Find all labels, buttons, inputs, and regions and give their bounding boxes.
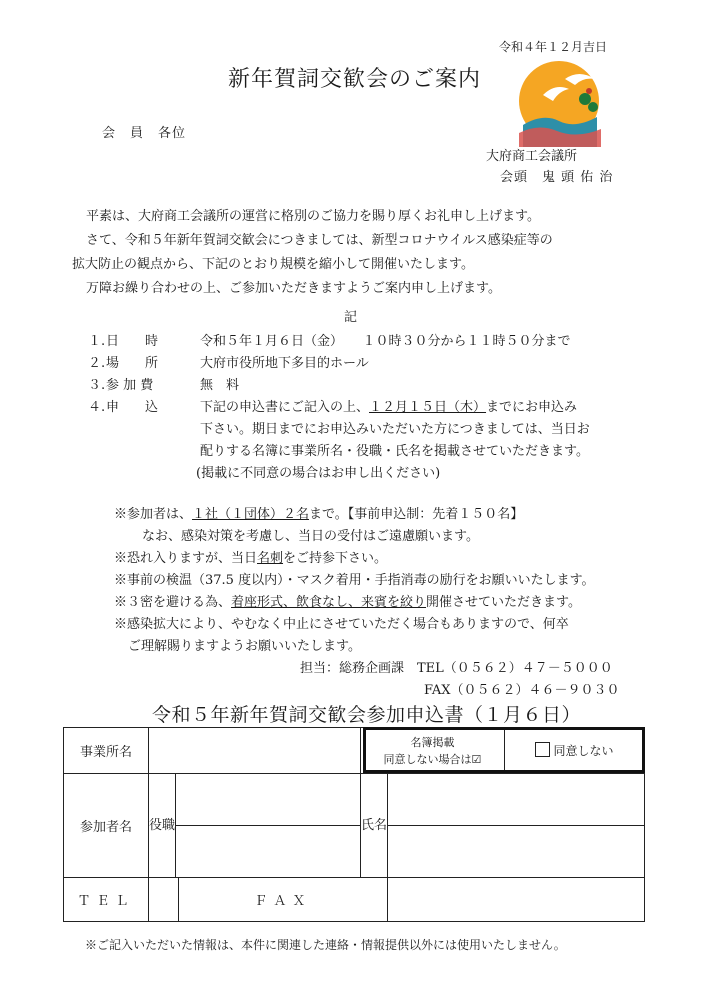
- role-field-2[interactable]: [176, 826, 361, 878]
- note-business-card: ※恐れ入りますが、当日名刺をご持参下さい。: [114, 551, 388, 566]
- note-participants: ※参加者は、１社（１団体）２名まで。【事前申込制：先着１５０名】: [114, 507, 524, 522]
- name-label: 氏名: [360, 774, 387, 878]
- note-3c: ※３密を避ける為、着座形式、飲食なし、来賓を絞り開催させていただきます。: [114, 595, 581, 610]
- item-application-cont-3: (掲載に不同意の場合はお申し出ください): [196, 466, 441, 481]
- new-year-crane-emblem: [513, 55, 605, 147]
- note-participants-cont: なお、感染対策を考慮し、当日の受付はご遠慮願います。: [142, 529, 479, 544]
- contact-fax: FAX（０５６２）４６－９０３０: [424, 683, 620, 698]
- item-date: １.日 時 令和５年１月６日（金） １０時３０分から１１時５０分まで: [88, 334, 571, 349]
- note-health: ※事前の検温（37.5 度以内）・マスク着用・手指消毒の励行をお願いいたします。: [114, 573, 595, 588]
- sender-organization: 大府商工会議所: [486, 149, 578, 164]
- disagree-checkbox-label: 同意しない: [553, 744, 614, 758]
- item-fee: ３.参 加 費 無 料: [88, 378, 240, 393]
- fax-label: ＦＡＸ: [178, 878, 387, 922]
- arrow-checkbox-icon: ☑: [471, 752, 482, 766]
- role-label: 役職: [149, 774, 176, 878]
- item-application-cont-2: 配りする名簿に事業所名・役職・氏名を掲載させていただきます。: [200, 444, 589, 459]
- name-field-1[interactable]: [387, 774, 644, 826]
- name-field-2[interactable]: [387, 826, 644, 878]
- item-application-cont-1: 下さい。期日までにお申込みいただいた方につきましては、当日お: [200, 422, 590, 437]
- company-field[interactable]: [149, 728, 361, 774]
- directory-label: 名簿掲載: [410, 735, 455, 749]
- issue-date: 令和４年１２月吉日: [498, 40, 607, 54]
- contact-tel: 担当：総務企画課 TEL（０５６２）４７－５０００: [300, 661, 613, 676]
- body-line-4: 万障お繰り合わせの上、ご参加いただきますようご案内申し上げます。: [86, 281, 501, 296]
- tel-label: ＴＥＬ: [64, 878, 149, 922]
- note-cancellation-cont: ご理解賜りますようお願いいたします。: [128, 639, 361, 654]
- directory-if-disagree: 同意しない場合は: [383, 752, 472, 766]
- company-label: 事業所名: [64, 728, 149, 774]
- privacy-footer: ※ご記入いただいた情報は、本件に関連した連絡・情報提供以外には使用いたしません。: [85, 938, 566, 952]
- body-line-1: 平素は、大府商工会議所の運営に格別のご協力を賜り厚くお礼申し上げます。: [86, 209, 540, 224]
- note-cancellation: ※感染拡大により、やむなく中止にさせていただく場合もありますので、何卒: [114, 617, 569, 632]
- item-venue: ２.場 所 大府市役所地下多目的ホール: [88, 356, 369, 371]
- tel-field[interactable]: [149, 878, 179, 922]
- sender-president: 会頭 鬼 頭 佑 治: [500, 170, 614, 185]
- body-line-2: さて、令和５年新年賀詞交歓会につきましては、新型コロナウイルス感染症等の: [86, 233, 553, 248]
- directory-consent-frame: [363, 727, 645, 773]
- body-line-3: 拡大防止の観点から、下記のとおり規模を縮小して開催いたします。: [72, 257, 474, 272]
- fax-field[interactable]: [387, 878, 644, 922]
- role-field-1[interactable]: [176, 774, 361, 826]
- ki-heading: 記: [344, 310, 358, 325]
- form-title: 令和５年新年賀詞交歓会参加申込書（１月６日）: [152, 704, 582, 726]
- participant-label: 参加者名: [64, 774, 149, 878]
- addressee: 会 員 各位: [102, 126, 187, 141]
- page-title: 新年賀詞交歓会のご案内: [228, 67, 482, 92]
- item-application: ４.申 込 下記の申込書にご記入の上、１２月１５日（木）までにお申込み: [88, 400, 578, 415]
